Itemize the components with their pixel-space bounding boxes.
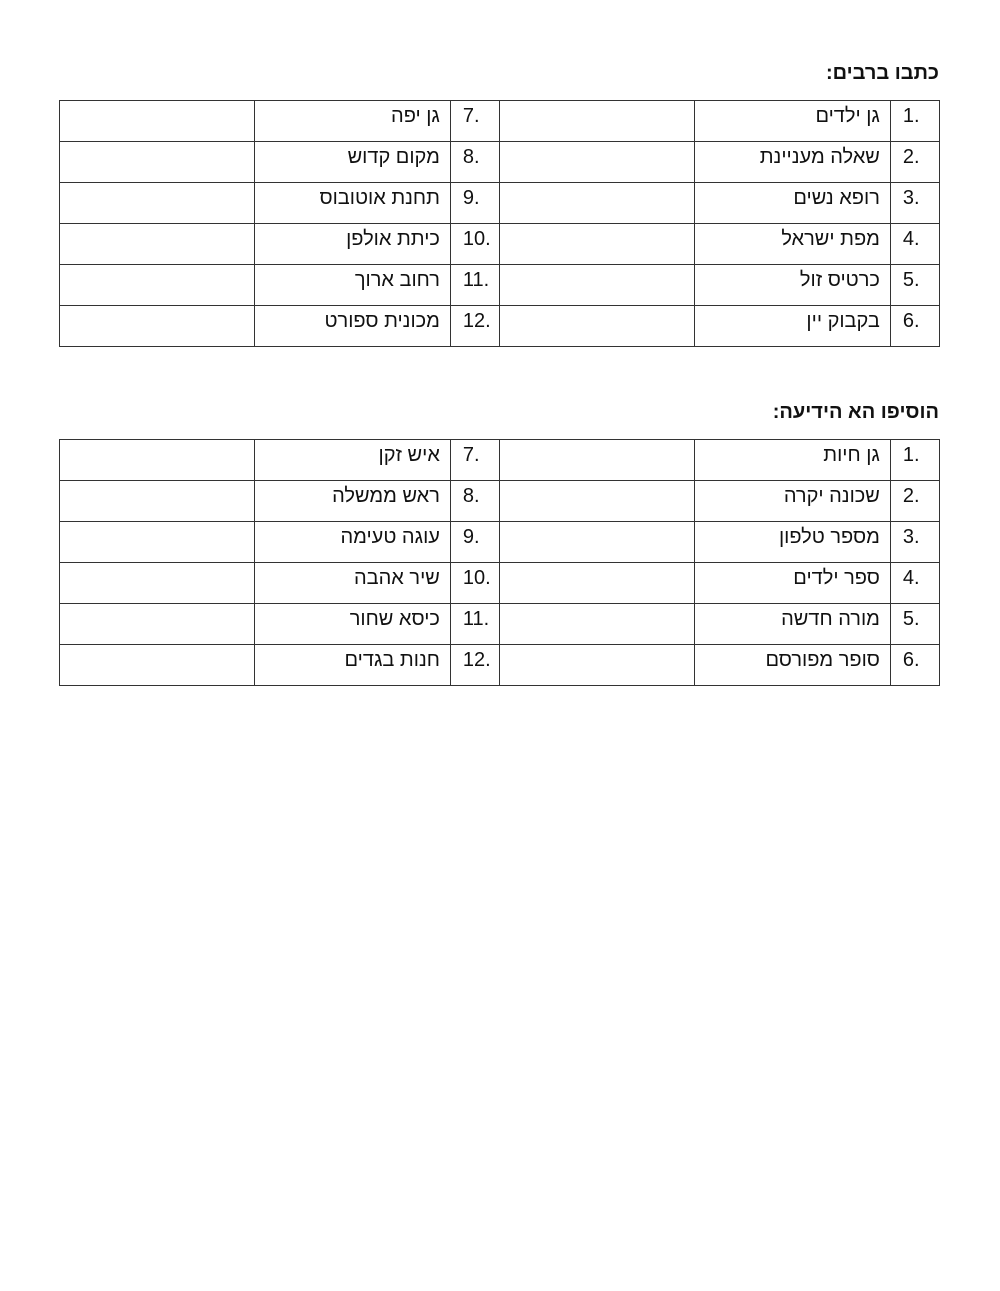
item-number: 9. xyxy=(450,183,499,224)
answer-cell[interactable] xyxy=(500,306,695,347)
item-number: 8. xyxy=(450,481,499,522)
table-row xyxy=(60,563,940,604)
item-number: 3. xyxy=(890,522,939,563)
item-phrase: גן ילדים xyxy=(695,101,890,142)
item-phrase: גן חיות xyxy=(695,440,890,481)
answer-cell[interactable] xyxy=(500,101,695,142)
section-title-plural: כתבו ברבים: xyxy=(825,62,939,84)
table-row xyxy=(60,306,940,347)
item-phrase: ראש ממשלה xyxy=(255,481,450,522)
item-phrase: שכונה יקרה xyxy=(695,481,890,522)
answer-cell[interactable] xyxy=(60,183,255,224)
item-phrase: מכונית ספורט xyxy=(255,306,450,347)
answer-cell[interactable] xyxy=(60,224,255,265)
item-number: 7. xyxy=(450,440,499,481)
item-number: 2. xyxy=(890,481,939,522)
item-number: 6. xyxy=(890,645,939,686)
item-number: 1. xyxy=(890,101,939,142)
item-number: 11. xyxy=(450,265,499,306)
answer-cell[interactable] xyxy=(500,265,695,306)
item-phrase: מפת ישראל xyxy=(695,224,890,265)
item-number: 4. xyxy=(890,224,939,265)
item-number: 12. xyxy=(450,645,499,686)
item-number: 1. xyxy=(890,440,939,481)
item-number: 5. xyxy=(890,265,939,306)
answer-cell[interactable] xyxy=(500,522,695,563)
item-phrase: ספר ילדים xyxy=(695,563,890,604)
answer-cell[interactable] xyxy=(60,563,255,604)
answer-cell[interactable] xyxy=(500,481,695,522)
answer-cell[interactable] xyxy=(500,183,695,224)
table-row xyxy=(60,522,940,563)
table-row xyxy=(60,645,940,686)
item-phrase: שיר אהבה xyxy=(255,563,450,604)
item-number: 5. xyxy=(890,604,939,645)
item-phrase: מקום קדוש xyxy=(255,142,450,183)
item-number: 6. xyxy=(890,306,939,347)
item-phrase: מורה חדשה xyxy=(695,604,890,645)
answer-cell[interactable] xyxy=(60,440,255,481)
table-row xyxy=(60,481,940,522)
item-phrase: שאלה מעניינת xyxy=(695,142,890,183)
table-row xyxy=(60,142,940,183)
item-phrase: רופא נשים xyxy=(695,183,890,224)
answer-cell[interactable] xyxy=(500,142,695,183)
answer-cell[interactable] xyxy=(500,224,695,265)
answer-cell[interactable] xyxy=(500,604,695,645)
item-phrase: תחנת אוטובוס xyxy=(255,183,450,224)
section-title-definite-article: הוסיפו הא הידיעה: xyxy=(772,401,939,423)
item-phrase: גן יפה xyxy=(255,101,450,142)
item-phrase: מספר טלפון xyxy=(695,522,890,563)
table-row xyxy=(60,265,940,306)
table-row xyxy=(60,224,940,265)
item-number: 10. xyxy=(450,563,499,604)
item-number: 3. xyxy=(890,183,939,224)
definite-article-exercise-table xyxy=(59,439,940,686)
item-phrase: רחוב ארוך xyxy=(255,265,450,306)
item-number: 2. xyxy=(890,142,939,183)
item-phrase: עוגה טעימה xyxy=(255,522,450,563)
answer-cell[interactable] xyxy=(60,306,255,347)
item-number: 10. xyxy=(450,224,499,265)
item-number: 7. xyxy=(450,101,499,142)
answer-cell[interactable] xyxy=(60,142,255,183)
answer-cell[interactable] xyxy=(60,522,255,563)
item-phrase: כיתת אולפן xyxy=(255,224,450,265)
item-number: 8. xyxy=(450,142,499,183)
item-phrase: בקבוק יין xyxy=(695,306,890,347)
item-number: 11. xyxy=(450,604,499,645)
table-row xyxy=(60,101,940,142)
item-phrase: כרטיס זול xyxy=(695,265,890,306)
item-phrase: סופר מפורסם xyxy=(695,645,890,686)
answer-cell[interactable] xyxy=(500,563,695,604)
answer-cell[interactable] xyxy=(500,440,695,481)
item-phrase: חנות בגדים xyxy=(255,645,450,686)
item-phrase: איש זקן xyxy=(255,440,450,481)
answer-cell[interactable] xyxy=(60,101,255,142)
item-phrase: כיסא שחור xyxy=(255,604,450,645)
item-number: 12. xyxy=(450,306,499,347)
answer-cell[interactable] xyxy=(500,645,695,686)
item-number: 4. xyxy=(890,563,939,604)
table-row xyxy=(60,440,940,481)
answer-cell[interactable] xyxy=(60,481,255,522)
item-number: 9. xyxy=(450,522,499,563)
answer-cell[interactable] xyxy=(60,645,255,686)
answer-cell[interactable] xyxy=(60,604,255,645)
table-row xyxy=(60,604,940,645)
answer-cell[interactable] xyxy=(60,265,255,306)
table-row xyxy=(60,183,940,224)
plural-exercise-table xyxy=(59,100,940,347)
